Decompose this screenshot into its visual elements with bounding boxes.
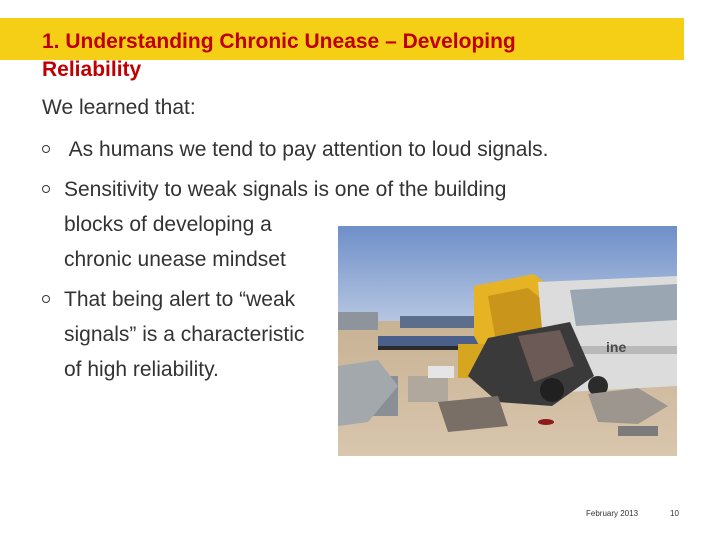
bus-side-lettering: ine [606,339,627,355]
bullet-3-line-3: of high reliability. [64,358,219,381]
bullet-3-line-1: That being alert to “weak [64,288,296,311]
bullet-2-line-1: Sensitivity to weak signals is one of the building [64,178,507,201]
accident-photo [338,226,677,456]
bullet-circle-icon [42,185,50,193]
slide-title-line-1: 1. Understanding Chronic Unease – Developing [42,30,516,53]
bullet-text-1 [64,132,548,167]
bullet-circle-icon [42,145,50,153]
page-number: 10 [670,509,679,518]
accident-photo-drawing [338,226,677,456]
slide-title-line-2: Reliability [42,58,142,81]
bullet-2-line-2: blocks of developing a [64,213,272,236]
bullet-1-line-1: As humans we tend to pay attention to loud signals. [64,138,549,161]
slide-title [42,28,642,84]
bullet-2-line-3: chronic unease mindset [64,248,286,271]
bullet-circle-icon [42,295,50,303]
bullet-text-3 [64,282,304,387]
intro-text: We learned that: [42,96,196,119]
bullet-3-line-2: signals” is a characteristic [64,323,305,346]
footer-date: February 2013 [586,509,639,518]
